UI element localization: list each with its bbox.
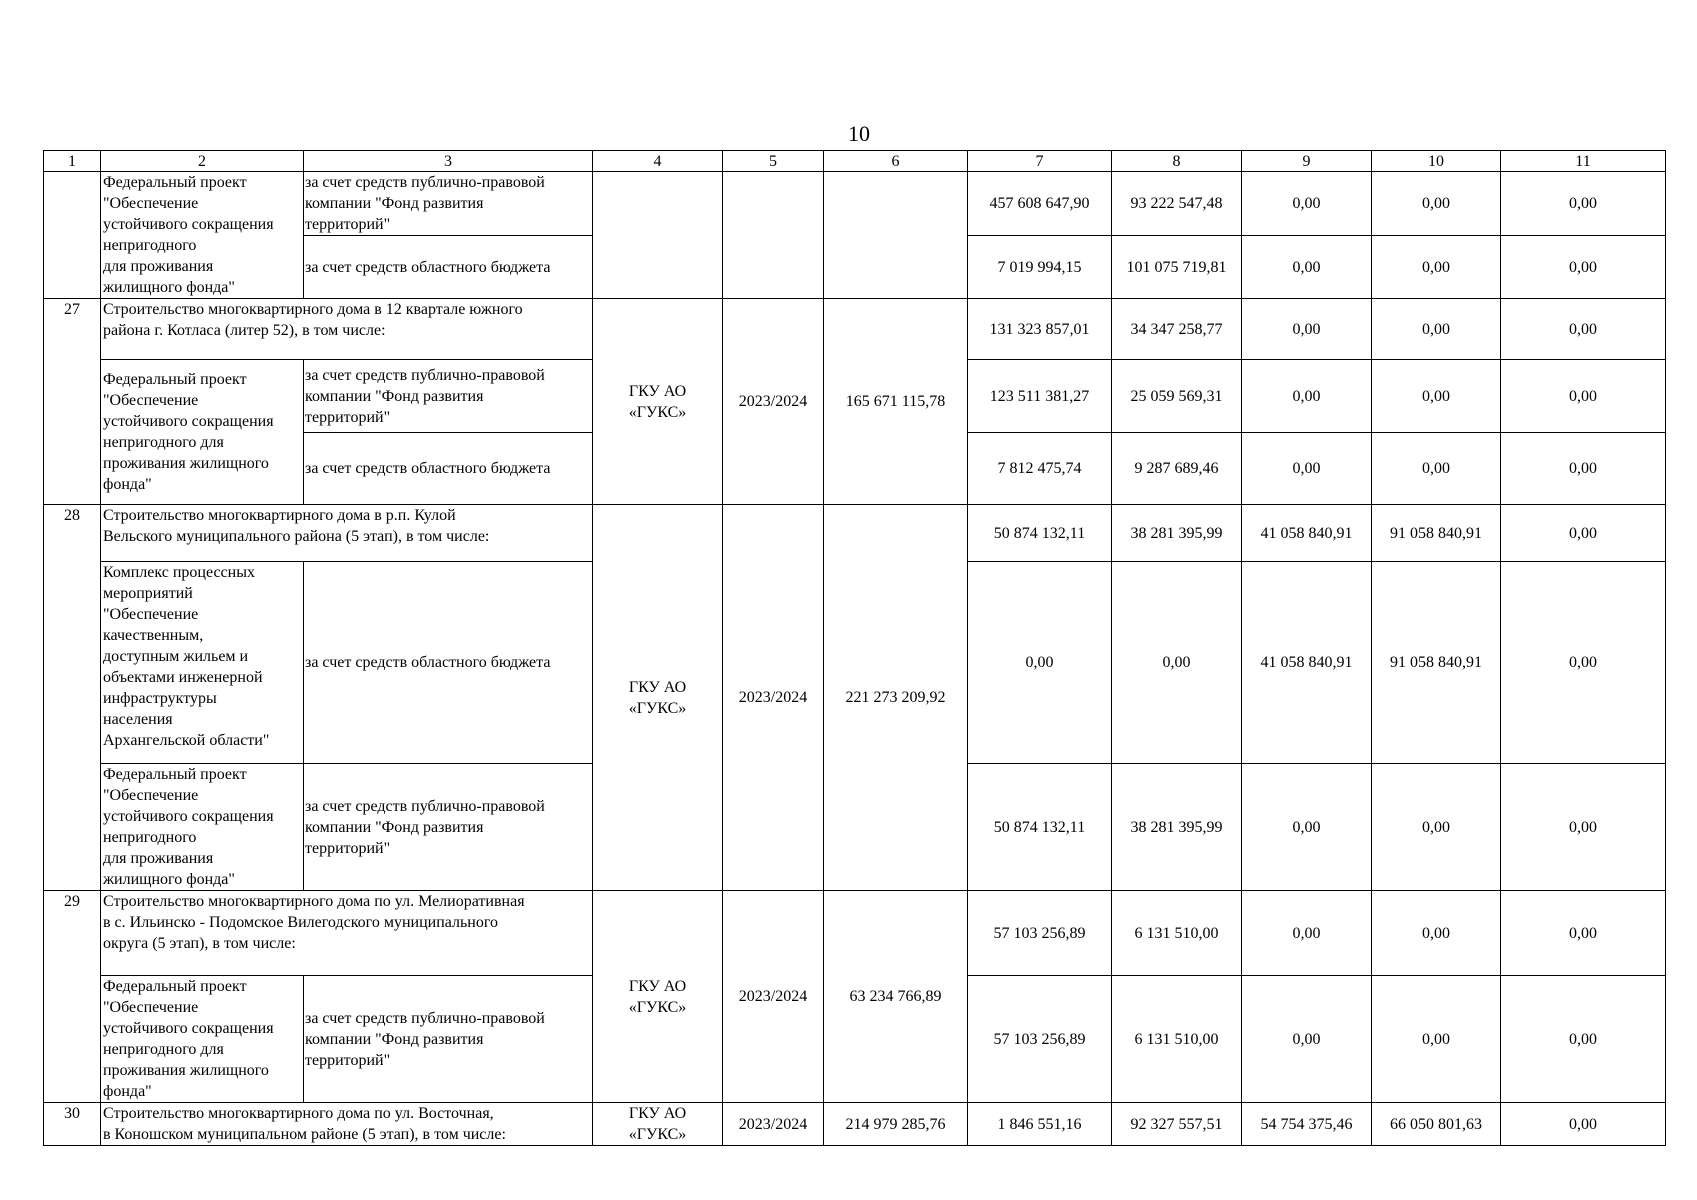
amount-col11: 0,00 (1501, 505, 1666, 562)
row-number: 29 (44, 891, 101, 1103)
column-header: 10 (1372, 151, 1501, 172)
funding-program: Федеральный проект "Обеспечение устойчивого сокращения непригодного для проживания жилищного фонда" (101, 764, 304, 891)
column-header: 9 (1242, 151, 1372, 172)
funding-program: Комплекс процессных мероприятий "Обеспечение качественным, доступным жильем и объектами инженерной инфраструктуры населения Архангельской области" (101, 562, 304, 764)
amount-col8: 0,00 (1112, 562, 1242, 764)
column-header: 6 (824, 151, 968, 172)
amount-col9: 54 754 375,46 (1242, 1103, 1372, 1146)
funding-program: Федеральный проект "Обеспечение устойчивого сокращения непригодного для проживания жилищного фонда" (101, 172, 304, 299)
funding-source: за счет средств областного бюджета (304, 562, 593, 764)
funding-source: за счет средств областного бюджета (304, 236, 593, 299)
customer-cell (593, 172, 723, 299)
funding-program: Федеральный проект "Обеспечение устойчивого сокращения непригодного для проживания жилищного фонда" (101, 976, 304, 1103)
amount-col10: 66 050 801,63 (1372, 1103, 1501, 1146)
amount-col7: 50 874 132,11 (968, 505, 1112, 562)
amount-col11: 0,00 (1501, 172, 1666, 236)
amount-col8: 101 075 719,81 (1112, 236, 1242, 299)
funding-source: за счет средств публично-правовой компании "Фонд развития территорий" (304, 764, 593, 891)
column-header: 3 (304, 151, 593, 172)
amount-col8: 38 281 395,99 (1112, 505, 1242, 562)
amount-col11: 0,00 (1501, 976, 1666, 1103)
amount-col10: 0,00 (1372, 433, 1501, 505)
amount-col7: 57 103 256,89 (968, 891, 1112, 976)
column-header: 1 (44, 151, 101, 172)
amount-col9: 0,00 (1242, 891, 1372, 976)
total-amount: 165 671 115,78 (824, 299, 968, 505)
amount-col10: 0,00 (1372, 236, 1501, 299)
funding-source: за счет средств областного бюджета (304, 433, 593, 505)
amount-col10: 0,00 (1372, 764, 1501, 891)
amount-col7: 1 846 551,16 (968, 1103, 1112, 1146)
customer: ГКУ АО «ГУКС» (593, 1103, 723, 1146)
amount-col11: 0,00 (1501, 433, 1666, 505)
amount-col11: 0,00 (1501, 236, 1666, 299)
amount-col7: 123 511 381,27 (968, 360, 1112, 433)
amount-col9: 0,00 (1242, 433, 1372, 505)
amount-col8: 6 131 510,00 (1112, 891, 1242, 976)
amount-col10: 0,00 (1372, 360, 1501, 433)
period: 2023/2024 (723, 891, 824, 1103)
amount-col11: 0,00 (1501, 891, 1666, 976)
amount-col11: 0,00 (1501, 764, 1666, 891)
amount-col7: 131 323 857,01 (968, 299, 1112, 360)
funding-source: за счет средств публично-правовой компании "Фонд развития территорий" (304, 172, 593, 236)
amount-col8: 34 347 258,77 (1112, 299, 1242, 360)
item-title: Строительство многоквартирного дома по ул. Мелиоративная в с. Ильинско - Подомское Вилегодского муниципального округа (5 этап), в том числе: (101, 891, 593, 976)
amount-col10: 91 058 840,91 (1372, 562, 1501, 764)
column-header: 8 (1112, 151, 1242, 172)
funding-source: за счет средств публично-правовой компании "Фонд развития территорий" (304, 360, 593, 433)
customer: ГКУ АО «ГУКС» (593, 505, 723, 891)
amount-col8: 6 131 510,00 (1112, 976, 1242, 1103)
amount-col10: 0,00 (1372, 891, 1501, 976)
period: 2023/2024 (723, 1103, 824, 1146)
amount-col11: 0,00 (1501, 299, 1666, 360)
column-header: 7 (968, 151, 1112, 172)
amount-col11: 0,00 (1501, 562, 1666, 764)
total-cell (824, 172, 968, 299)
item-title: Строительство многоквартирного дома по ул. Восточная, в Коношском муниципальном районе (5 этап), в том числе: (101, 1103, 593, 1146)
amount-col9: 0,00 (1242, 172, 1372, 236)
item-title: Строительство многоквартирного дома в р.п. Кулой Вельского муниципального района (5 этап), в том числе: (101, 505, 593, 562)
amount-col10: 0,00 (1372, 976, 1501, 1103)
period: 2023/2024 (723, 505, 824, 891)
amount-col7: 7 812 475,74 (968, 433, 1112, 505)
budget-table (43, 150, 1666, 1146)
amount-col11: 0,00 (1501, 1103, 1666, 1146)
amount-col11: 0,00 (1501, 360, 1666, 433)
amount-col9: 0,00 (1242, 764, 1372, 891)
amount-col10: 0,00 (1372, 299, 1501, 360)
amount-col9: 41 058 840,91 (1242, 505, 1372, 562)
customer: ГКУ АО «ГУКС» (593, 891, 723, 1103)
row-number: 27 (44, 299, 101, 505)
amount-col10: 0,00 (1372, 172, 1501, 236)
amount-col9: 0,00 (1242, 360, 1372, 433)
amount-col8: 9 287 689,46 (1112, 433, 1242, 505)
table-row (44, 891, 1666, 976)
column-header: 11 (1501, 151, 1666, 172)
amount-col7: 57 103 256,89 (968, 976, 1112, 1103)
amount-col9: 0,00 (1242, 976, 1372, 1103)
amount-col7: 7 019 994,15 (968, 236, 1112, 299)
column-header-row (44, 151, 1666, 172)
table-row (44, 172, 1666, 236)
amount-col8: 92 327 557,51 (1112, 1103, 1242, 1146)
amount-col9: 0,00 (1242, 299, 1372, 360)
amount-col10: 91 058 840,91 (1372, 505, 1501, 562)
item-title: Строительство многоквартирного дома в 12 квартале южного района г. Котласа (литер 52), в том числе: (101, 299, 593, 360)
column-header: 2 (101, 151, 304, 172)
row-number-cell (44, 172, 101, 299)
funding-program: Федеральный проект "Обеспечение устойчивого сокращения непригодного для проживания жилищного фонда" (101, 360, 304, 505)
row-number: 28 (44, 505, 101, 891)
total-amount: 221 273 209,92 (824, 505, 968, 891)
amount-col7: 0,00 (968, 562, 1112, 764)
amount-col7: 457 608 647,90 (968, 172, 1112, 236)
amount-col8: 93 222 547,48 (1112, 172, 1242, 236)
period-cell (723, 172, 824, 299)
table-row (44, 1103, 1666, 1146)
customer: ГКУ АО «ГУКС» (593, 299, 723, 505)
column-header: 5 (723, 151, 824, 172)
amount-col7: 50 874 132,11 (968, 764, 1112, 891)
row-number: 30 (44, 1103, 101, 1146)
funding-source: за счет средств публично-правовой компании "Фонд развития территорий" (304, 976, 593, 1103)
total-amount: 63 234 766,89 (824, 891, 968, 1103)
total-amount: 214 979 285,76 (824, 1103, 968, 1146)
amount-col9: 0,00 (1242, 236, 1372, 299)
amount-col9: 41 058 840,91 (1242, 562, 1372, 764)
period: 2023/2024 (723, 299, 824, 505)
amount-col8: 38 281 395,99 (1112, 764, 1242, 891)
amount-col8: 25 059 569,31 (1112, 360, 1242, 433)
table-row (44, 299, 1666, 360)
page-number: 10 (848, 121, 870, 146)
table-row (44, 505, 1666, 562)
column-header: 4 (593, 151, 723, 172)
